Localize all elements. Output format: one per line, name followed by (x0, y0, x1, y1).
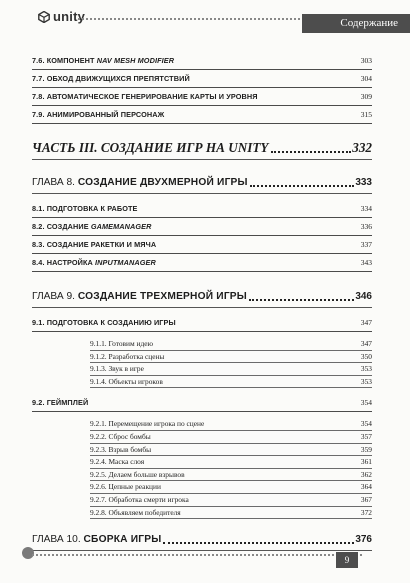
toc-page-number: 347 (360, 318, 372, 327)
toc-subsection[interactable]: 9.2.4. Маска слоя 361 (90, 456, 372, 469)
toc-section[interactable]: 9.2. ГЕЙМПЛЕЙ 354 (32, 394, 372, 412)
toc-section[interactable]: 8.2. СОЗДАНИЕ GAMEMANAGER 336 (32, 218, 372, 236)
toc-subsection[interactable]: 9.1.1. Готовим идею 347 (90, 338, 372, 351)
footer-dot-icon (22, 547, 34, 559)
toc-subsection[interactable]: 9.2.8. Объявляем победителя 372 (90, 507, 372, 520)
toc-subsection[interactable]: 9.1.4. Объекты игроков 353 (90, 376, 372, 389)
toc-part-heading[interactable]: ЧАСТЬ III. СОЗДАНИЕ ИГР НА UNITY 332 (32, 136, 372, 160)
toc-section[interactable]: 8.1. ПОДГОТОВКА К РАБОТЕ 334 (32, 200, 372, 218)
section-title-tab: Содержание (302, 14, 410, 33)
unity-cube-icon (38, 11, 50, 23)
toc-page-number: 376 (355, 534, 372, 546)
toc-page-number: 337 (360, 240, 372, 249)
toc-section[interactable]: 8.4. НАСТРОЙКА INPUTMANAGER 343 (32, 254, 372, 272)
toc-subsection[interactable]: 9.1.3. Звук в игре 353 (90, 363, 372, 376)
toc-subsection[interactable]: 9.2.1. Перемещение игрока по сцене 354 (90, 418, 372, 431)
unity-logo (38, 9, 85, 24)
table-of-contents (32, 52, 372, 551)
toc-section[interactable]: 7.6. КОМПОНЕНТ NAV MESH MODIFIER 303 (32, 52, 372, 70)
page-header (0, 0, 410, 38)
toc-section[interactable]: 7.8. АВТОМАТИЧЕСКОЕ ГЕНЕРИРОВАНИЕ КАРТЫ И УРОВНЯ 309 (32, 88, 372, 106)
toc-page-number: 304 (360, 74, 372, 83)
logo-text: unity (53, 9, 86, 24)
toc-subsection[interactable]: 9.2.5. Делаем больше взрывов 362 (90, 469, 372, 482)
toc-subsection[interactable]: 9.2.6. Цепные реакции 364 (90, 481, 372, 494)
toc-page-number: 343 (360, 258, 372, 267)
toc-section[interactable]: 9.1. ПОДГОТОВКА К СОЗДАНИЮ ИГРЫ 347 (32, 314, 372, 332)
toc-page-number: 333 (355, 177, 372, 188)
toc-subsection[interactable]: 9.1.2. Разработка сцены 350 (90, 351, 372, 364)
toc-page-number: 334 (360, 204, 372, 213)
toc-subsection-list (32, 418, 372, 519)
footer-dotted-line (32, 554, 362, 556)
toc-page-number: 346 (355, 291, 372, 302)
toc-page-number: 336 (360, 222, 372, 231)
toc-subsection[interactable]: 9.2.7. Обработка смерти игрока 367 (90, 494, 372, 507)
toc-subsection-list (32, 338, 372, 388)
toc-section[interactable]: 7.7. ОБХОД ДВИЖУЩИХСЯ ПРЕПЯТСТВИЙ 304 (32, 70, 372, 88)
toc-page-number: 315 (360, 110, 372, 119)
toc-page-number: 332 (352, 140, 372, 155)
toc-chapter-heading[interactable]: ГЛАВА 8. СОЗДАНИЕ ДВУХМЕРНОЙ ИГРЫ 333 (32, 172, 372, 194)
toc-chapter-heading[interactable]: ГЛАВА 10. СБОРКА ИГРЫ 376 (32, 529, 372, 551)
toc-section[interactable]: 7.9. АНИМИРОВАННЫЙ ПЕРСОНАЖ 315 (32, 106, 372, 124)
header-dotted-line (78, 18, 300, 20)
page-number: 9 (336, 552, 358, 568)
toc-page-number: 303 (360, 56, 372, 65)
toc-chapter-heading[interactable]: ГЛАВА 9. СОЗДАНИЕ ТРЕХМЕРНОЙ ИГРЫ 346 (32, 286, 372, 308)
toc-page-number: 354 (360, 398, 372, 408)
toc-subsection[interactable]: 9.2.3. Взрыв бомбы 359 (90, 444, 372, 457)
toc-page-number: 309 (360, 92, 372, 101)
toc-section[interactable]: 8.3. СОЗДАНИЕ РАКЕТКИ И МЯЧА 337 (32, 236, 372, 254)
toc-subsection[interactable]: 9.2.2. Сброс бомбы 357 (90, 431, 372, 444)
